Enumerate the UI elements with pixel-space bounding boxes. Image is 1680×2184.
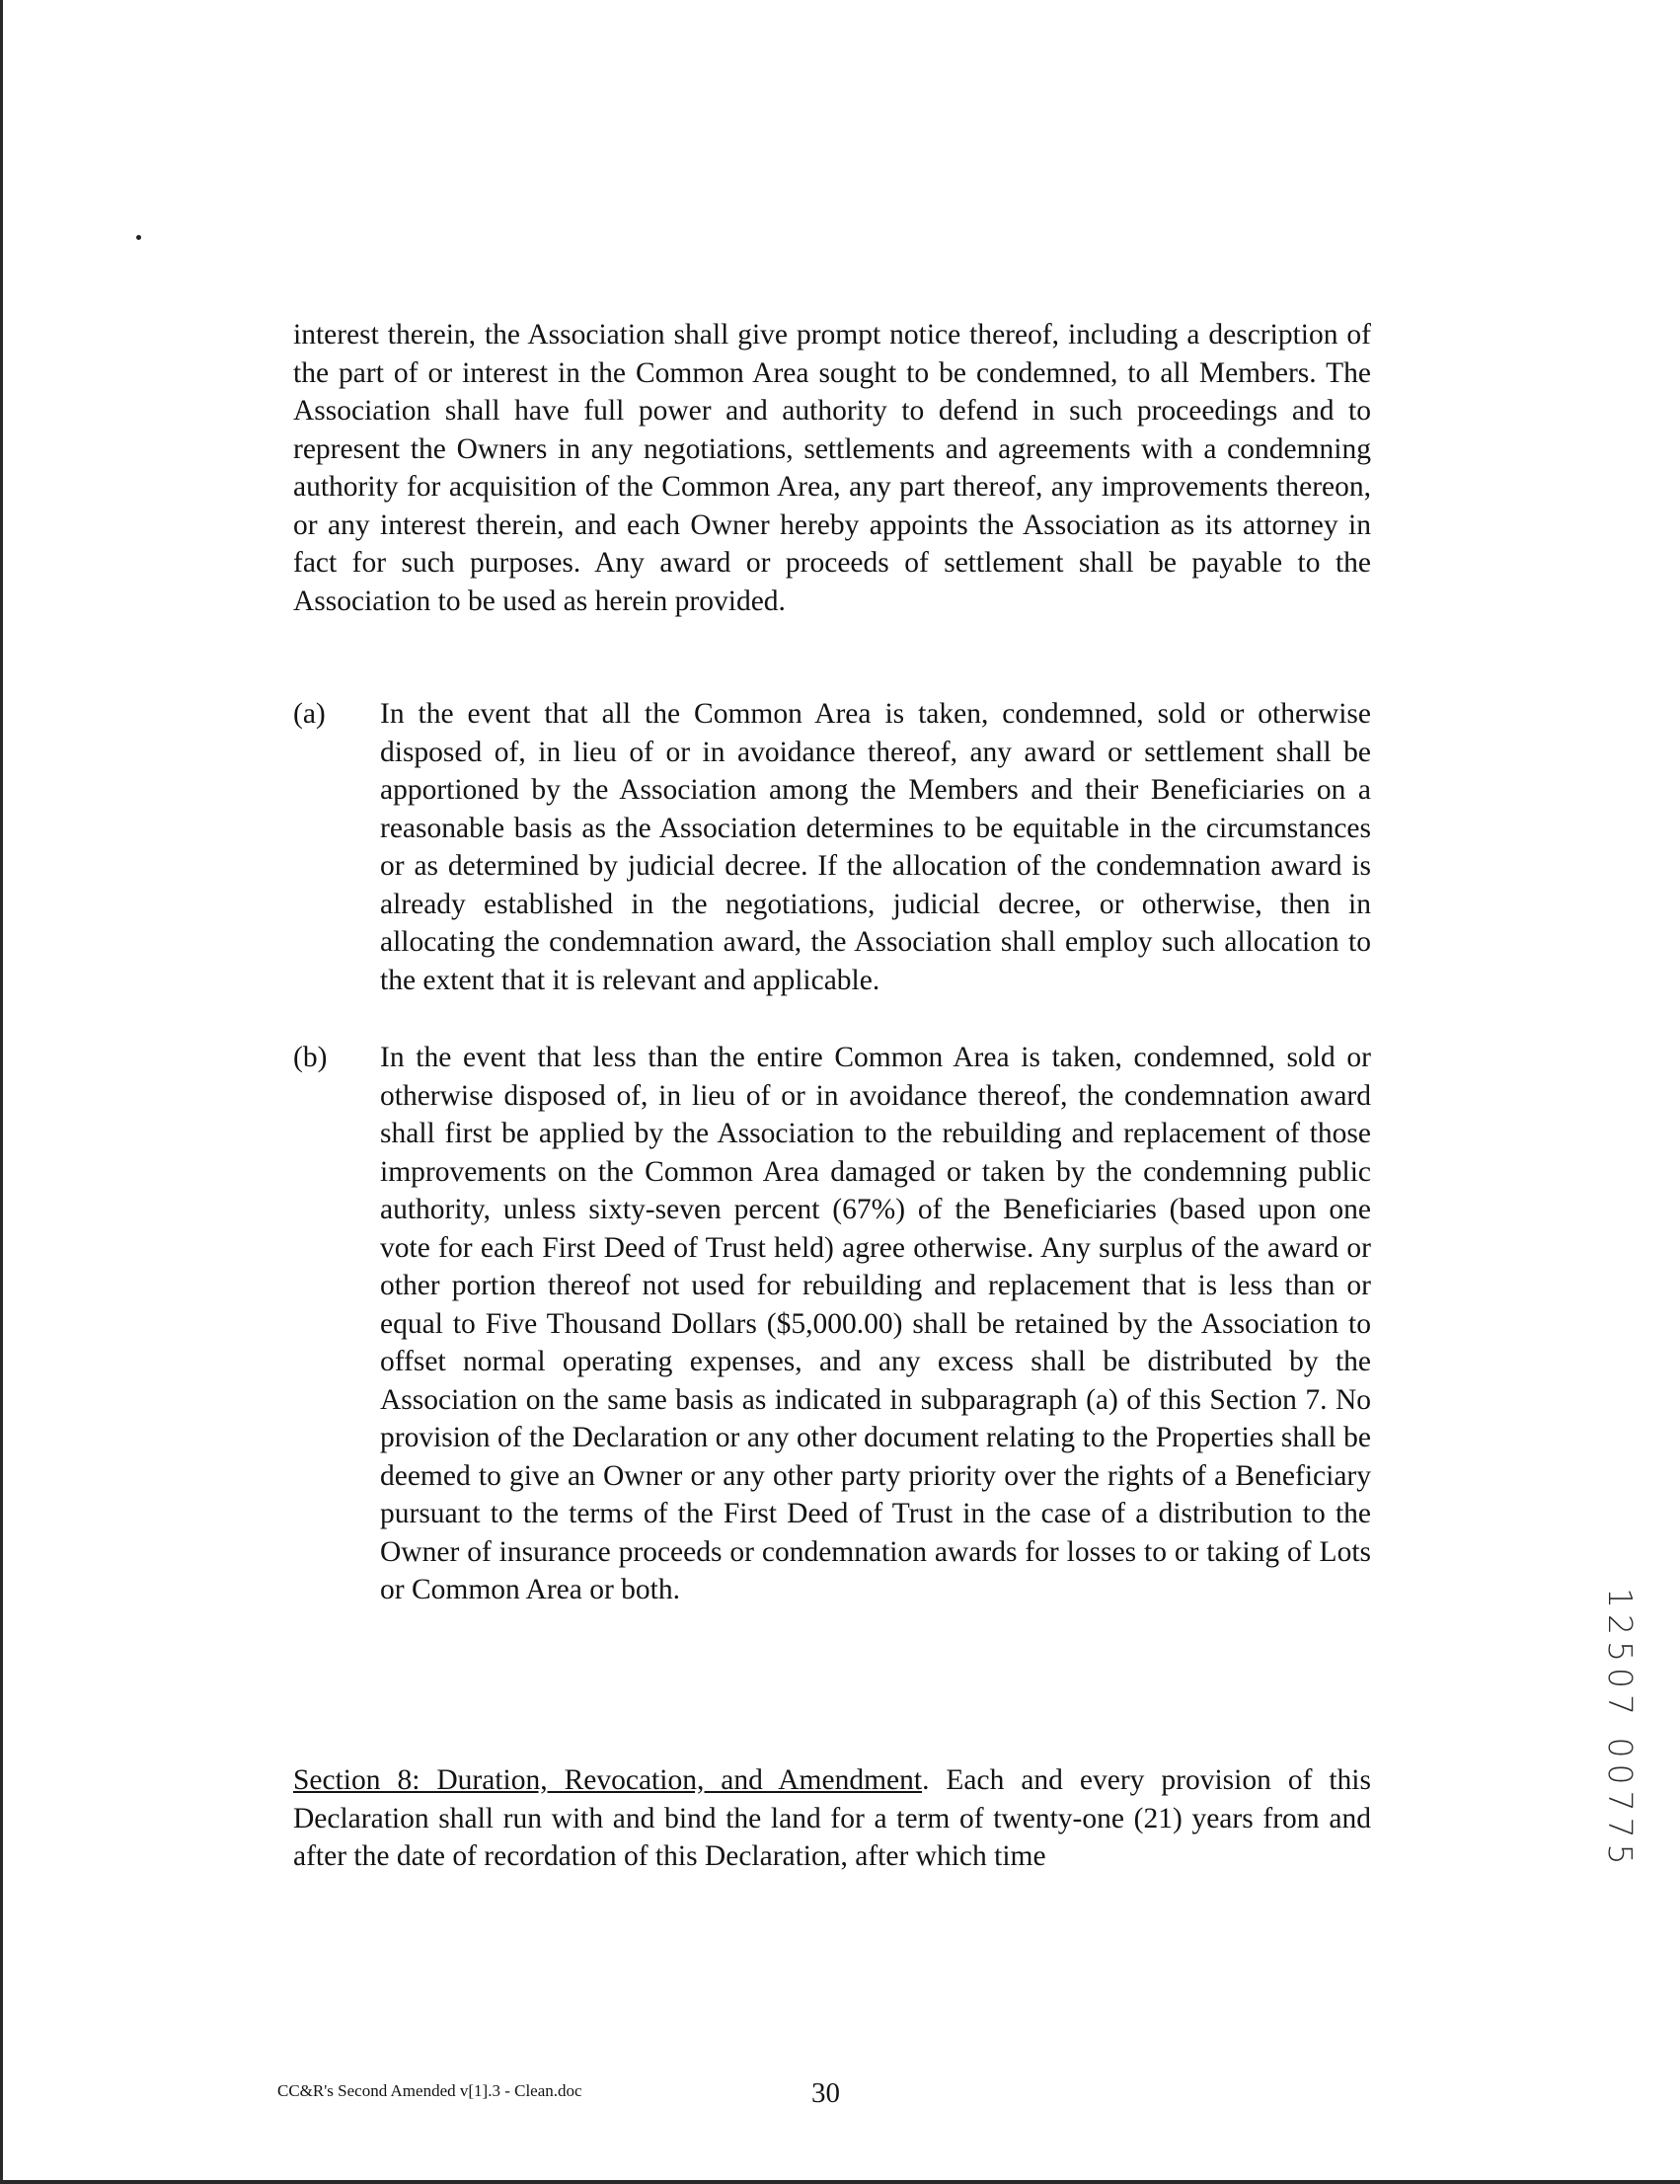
recording-stamp: 12507 00775 [1601, 1588, 1640, 1871]
subparagraph-b-text: In the event that less than the entire Common Area is taken, condemned, sold or otherwise disposed of, in lieu of or in avoidance thereof, the condemnation award shall first be applied by the Association to the rebuilding and replacement of those improvements on the Common Area damaged or taken by the condemning public authority, unless sixty-seven percent (67%) of the Beneficiaries (based upon one vote for each First Deed of Trust held) agree otherwise. Any surplus of the award or other portion thereof not used for rebuilding and replacement that is less than or equal to Five Thousand Dollars ($5,000.00) shall be retained by the Association to offset normal operating expenses, and any excess shall be distributed by the Association on the same basis as indicated in subparagraph (a) of this Section 7. No provision of the Declaration or any other document relating to the Properties shall be deemed to give an Owner or any other party priority over the rights of a Beneficiary pursuant to the terms of the First Deed of Trust in the case of a distribution to the Owner of insurance proceeds or condemnation awards for losses to or taking of Lots or Common Area or both. [380, 1042, 1371, 1605]
intro-paragraph: interest therein, the Association shall give prompt notice thereof, including a description of the part of or interest in the Common Area sought to be condemned, to all Members. The Association shall have full power and authority to defend in such proceedings and to represent the Owners in any negotiations, settlements and agreements with a condemning authority for acquisition of the Common Area, any part thereof, any improvements thereon, or any interest therein, and each Owner hereby appoints the Association as its attorney in fact for such purposes. Any award or proceeds of settlement shall be payable to the Association to be used as herein provided. [293, 319, 1371, 617]
page-number: 30 [811, 2077, 840, 2109]
section-8-text: . Each and every provision of this Declaration shall run with and bind the land for a term of twenty-one (21) years from and after the date of recordation of this Declaration, after which time [293, 1764, 1371, 1872]
footer-filename: CC&R's Second Amended v[1].3 - Clean.doc [277, 2081, 582, 2100]
section-8-heading: Section 8: Duration, Revocation, and Amendment [293, 1764, 923, 1796]
subparagraph-a-label: (a) [293, 698, 326, 730]
scan-speck [136, 235, 141, 240]
section-8-paragraph [293, 1761, 1371, 1876]
scan-bottom-edge [0, 2180, 1680, 2184]
scan-left-edge [0, 0, 3, 2184]
subparagraph-a-text: In the event that all the Common Area is taken, condemned, sold or otherwise disposed of, in lieu of or in avoidance thereof, any award or settlement shall be apportioned by the Association among the Members and their Beneficiaries on a reasonable basis as the Association determines to be equitable in the circumstances or as determined by judicial decree. If the allocation of the condemnation award is already established in the negotiations, judicial decree, or otherwise, then in allocating the condemnation award, the Association shall employ such allocation to the extent that it is relevant and applicable. [380, 698, 1371, 996]
subparagraph-b-label: (b) [293, 1042, 328, 1073]
